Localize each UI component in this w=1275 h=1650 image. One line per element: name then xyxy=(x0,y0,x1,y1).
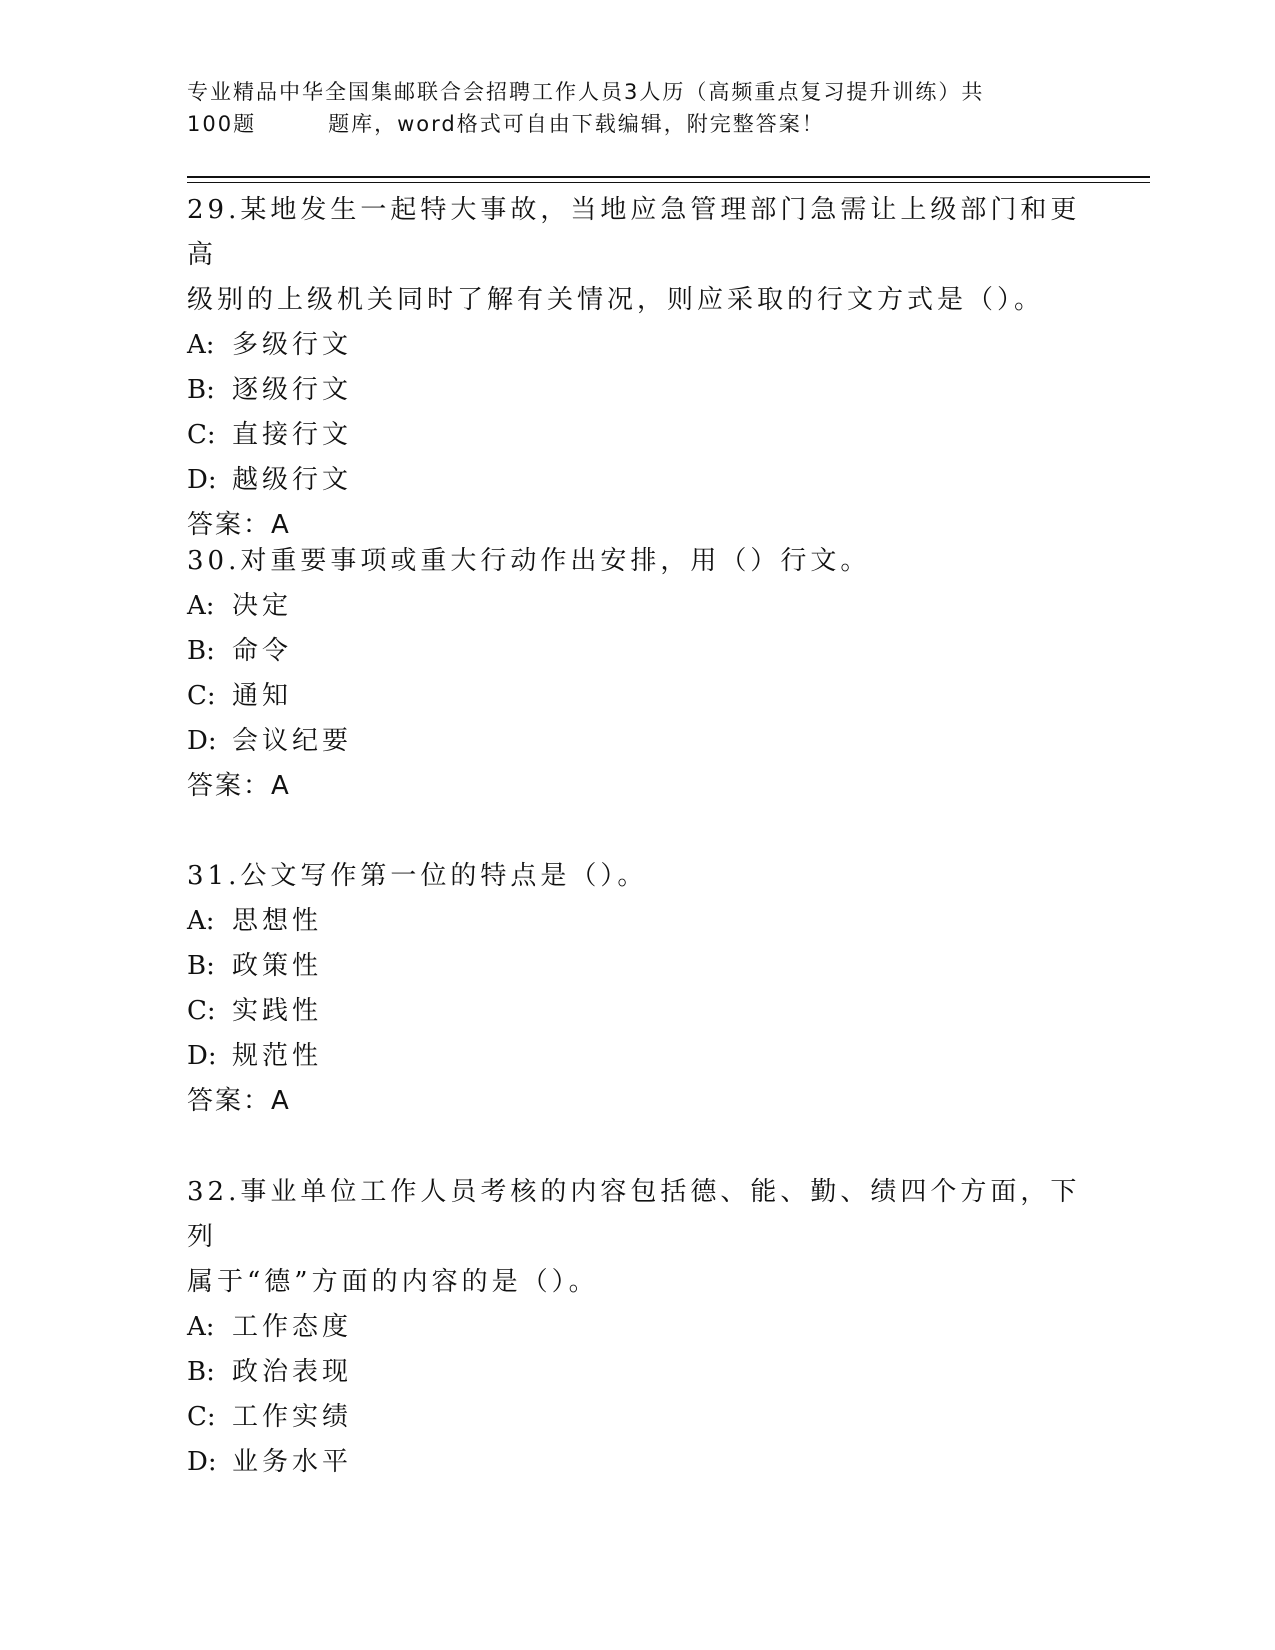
option-a xyxy=(187,899,1087,944)
option-text: 通知 xyxy=(232,681,293,711)
option-key: C: xyxy=(187,420,216,450)
option-c xyxy=(187,674,1087,719)
question-stem-line: 32.事业单位工作人员考核的内容包括德、能、勤、绩四个方面，下列 xyxy=(187,1177,1081,1252)
option-key: B: xyxy=(187,951,215,981)
header-divider-thick xyxy=(187,176,1150,178)
option-key: A: xyxy=(187,330,215,360)
question-stem-line: 属于“德”方面的内容的是（）。 xyxy=(187,1267,599,1297)
header-count: 100题 xyxy=(187,112,257,136)
answer-label: 答案：A xyxy=(187,1086,291,1116)
option-b xyxy=(187,629,1087,674)
option-key: D: xyxy=(187,1447,217,1477)
option-text: 政治表现 xyxy=(232,1357,353,1387)
option-b xyxy=(187,368,1087,413)
question-29 xyxy=(187,188,1087,548)
option-d xyxy=(187,1440,1087,1485)
option-text: 实践性 xyxy=(232,996,323,1026)
option-d xyxy=(187,1034,1087,1079)
answer-label: 答案：A xyxy=(187,510,291,540)
option-key: C: xyxy=(187,996,216,1026)
option-a xyxy=(187,1305,1087,1350)
option-key: A: xyxy=(187,906,215,936)
option-c xyxy=(187,413,1087,458)
header-title-line2 xyxy=(187,108,1077,140)
option-text: 规范性 xyxy=(232,1041,323,1071)
question-stem-line: 30.对重要事项或重大行动作出安排，用（）行文。 xyxy=(187,546,871,576)
question-30 xyxy=(187,539,1087,809)
option-text: 多级行文 xyxy=(232,330,353,360)
option-a xyxy=(187,584,1087,629)
header-divider-thin xyxy=(187,182,1150,183)
option-c xyxy=(187,989,1087,1034)
option-key: C: xyxy=(187,1402,216,1432)
option-text: 工作态度 xyxy=(232,1312,353,1342)
option-text: 命令 xyxy=(232,636,293,666)
option-key: C: xyxy=(187,681,216,711)
question-stem-line: 29.某地发生一起特大事故，当地应急管理部门急需让上级部门和更高 xyxy=(187,195,1081,270)
option-text: 业务水平 xyxy=(232,1447,353,1477)
option-text: 思想性 xyxy=(232,906,323,936)
option-text: 会议纪要 xyxy=(232,726,353,756)
option-key: D: xyxy=(187,726,217,756)
option-text: 工作实绩 xyxy=(232,1402,353,1432)
option-c xyxy=(187,1395,1087,1440)
option-key: B: xyxy=(187,1357,215,1387)
option-key: A: xyxy=(187,1312,215,1342)
option-key: D: xyxy=(187,1041,217,1071)
question-stem-line: 级别的上级机关同时了解有关情况，则应采取的行文方式是（）。 xyxy=(187,285,1045,315)
option-text: 决定 xyxy=(232,591,293,621)
question-32 xyxy=(187,1170,1087,1485)
document-header xyxy=(187,76,1077,140)
option-d xyxy=(187,719,1087,764)
option-d xyxy=(187,458,1087,503)
option-text: 逐级行文 xyxy=(232,375,353,405)
option-a xyxy=(187,323,1087,368)
answer-label: 答案：A xyxy=(187,771,291,801)
question-stem-line: 31.公文写作第一位的特点是（）。 xyxy=(187,861,648,891)
option-text: 政策性 xyxy=(232,951,323,981)
header-description: 题库，word格式可自由下载编辑，附完整答案！ xyxy=(328,112,825,136)
option-key: B: xyxy=(187,636,215,666)
question-31 xyxy=(187,854,1087,1124)
option-key: D: xyxy=(187,465,217,495)
option-b xyxy=(187,1350,1087,1395)
option-text: 直接行文 xyxy=(232,420,353,450)
header-title-line1: 专业精品中华全国集邮联合会招聘工作人员3人历（高频重点复习提升训练）共 xyxy=(187,80,985,104)
option-key: B: xyxy=(187,375,215,405)
option-key: A: xyxy=(187,591,215,621)
option-b xyxy=(187,944,1087,989)
option-text: 越级行文 xyxy=(232,465,353,495)
